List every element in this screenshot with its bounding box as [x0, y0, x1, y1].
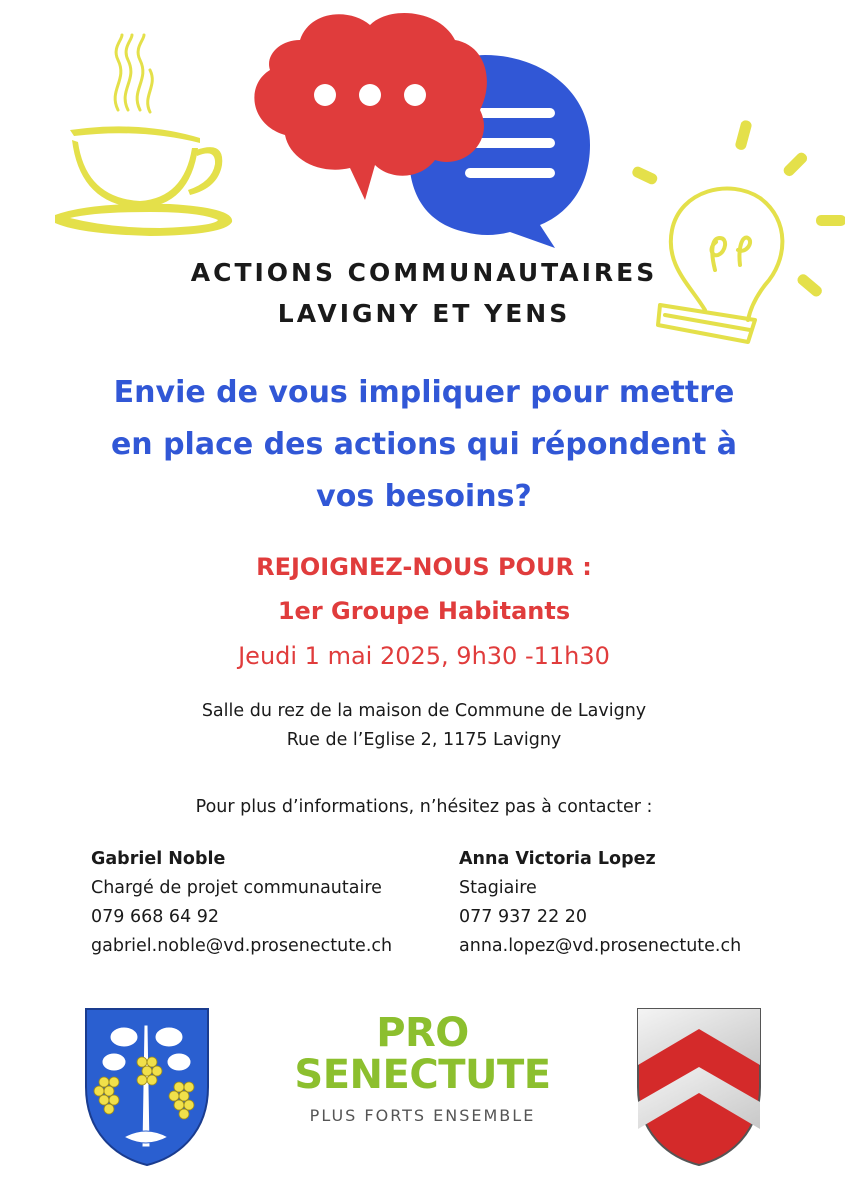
location-line-1: Salle du rez de la maison de Commune de Lavigny — [201, 701, 647, 721]
event-name: 1er Groupe Habitants — [277, 597, 571, 625]
event-location — [0, 697, 848, 755]
pro-senectute-logo — [260, 1012, 585, 1125]
contact-phone[interactable]: 079 668 64 92 — [91, 907, 220, 927]
contact-name: Gabriel Noble — [91, 849, 226, 869]
title-line-1: ACTIONS COMMUNAUTAIRES — [190, 258, 658, 287]
brand-line-2: SENECTUTE — [294, 1052, 551, 1098]
page-title — [0, 258, 848, 328]
title-line-2: LAVIGNY ET YENS — [277, 299, 571, 328]
chat-bubbles-icon — [240, 0, 610, 260]
contact-intro: Pour plus d’informations, n’hésitez pas à contacter : — [195, 797, 653, 817]
contact-card — [91, 845, 451, 961]
lavigny-coat-of-arms-icon — [84, 1007, 210, 1167]
location-line-2: Rue de l’Eglise 2, 1175 Lavigny — [286, 730, 562, 750]
event-datetime: Jeudi 1 mai 2025, 9h30 -11h30 — [238, 642, 610, 670]
headline-line-3: vos besoins? — [316, 479, 532, 514]
contact-role: Stagiaire — [459, 878, 537, 898]
headline — [0, 367, 848, 523]
brand-tagline: PLUS FORTS ENSEMBLE — [309, 1106, 536, 1125]
contact-email[interactable]: gabriel.noble@vd.prosenectute.ch — [91, 936, 393, 956]
contact-role: Chargé de projet communautaire — [91, 878, 382, 898]
headline-line-2: en place des actions qui répondent à — [110, 427, 738, 462]
headline-line-1: Envie de vous impliquer pour mettre — [113, 375, 735, 410]
event-invite: REJOIGNEZ-NOUS POUR : — [256, 553, 592, 581]
contact-name: Anna Victoria Lopez — [459, 849, 656, 869]
contact-phone[interactable]: 077 937 22 20 — [459, 907, 588, 927]
brand-line-1: PRO — [376, 1010, 469, 1056]
contact-card — [459, 845, 819, 961]
coffee-cup-icon — [50, 30, 250, 250]
contact-email[interactable]: anna.lopez@vd.prosenectute.ch — [459, 936, 742, 956]
yens-coat-of-arms-icon — [636, 1007, 762, 1167]
